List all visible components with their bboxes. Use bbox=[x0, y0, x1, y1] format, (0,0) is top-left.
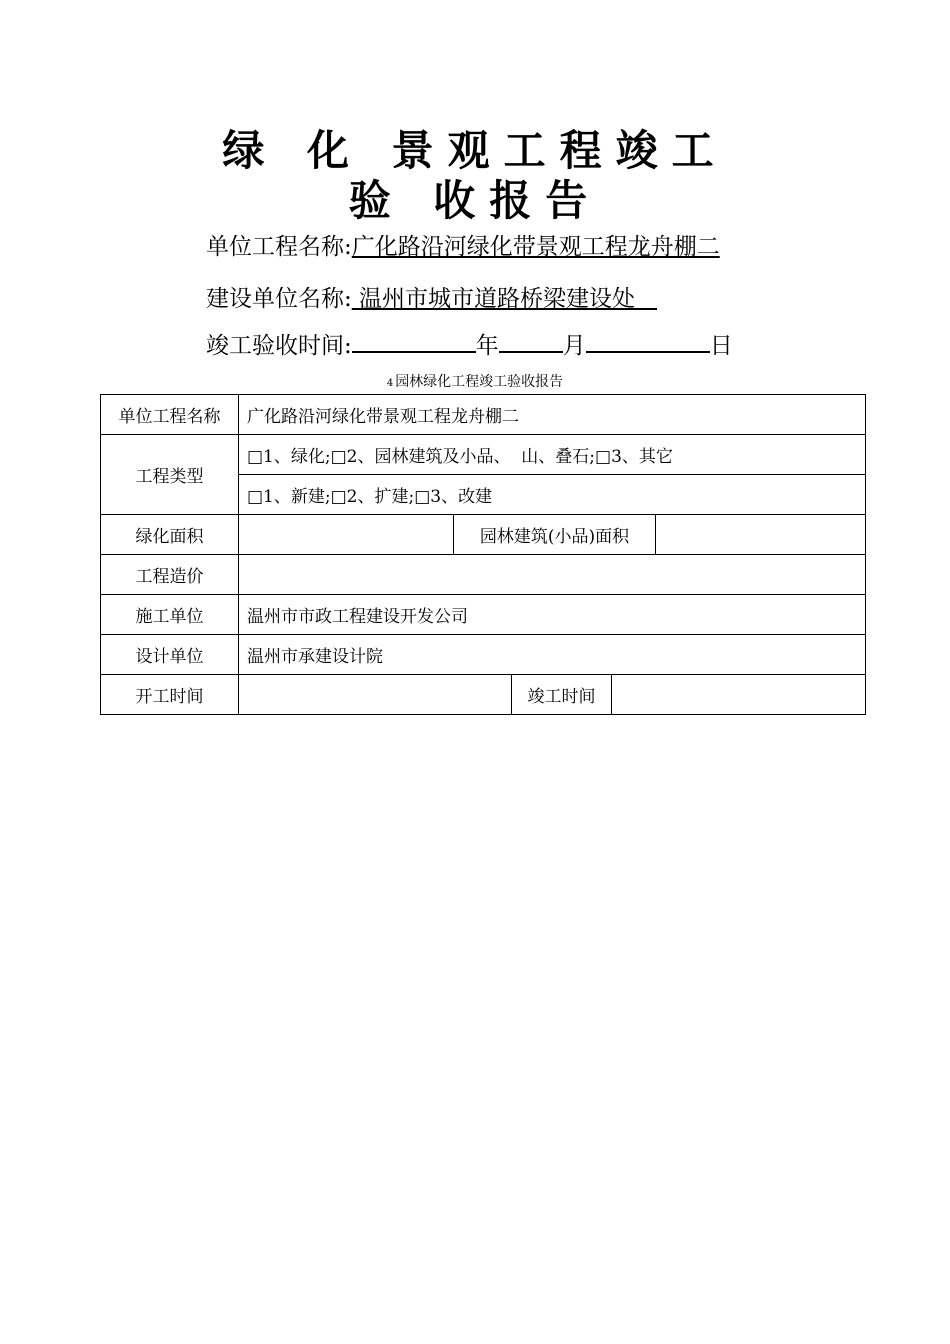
green-area-value bbox=[239, 515, 454, 555]
report-title-line2: 验 收报告 bbox=[348, 176, 602, 225]
project-type-options-2: □1、新建;□2、扩建;□3、改建 bbox=[239, 475, 866, 515]
table-row bbox=[101, 595, 866, 635]
build-unit-label: 建设单位名称: bbox=[206, 286, 352, 312]
report-title-line1: 绿 化 景观工程竣工 bbox=[222, 126, 728, 175]
year-label: 年 bbox=[475, 333, 499, 359]
completion-label: 竣工验收时间: bbox=[206, 333, 352, 359]
project-cost-value bbox=[239, 555, 866, 595]
table-row bbox=[101, 515, 866, 555]
table-row bbox=[101, 395, 866, 435]
caption-text: 园林绿化工程竣工验收报告 bbox=[395, 374, 564, 390]
unit-project-label: 单位工程名称: bbox=[206, 234, 352, 260]
year-blank bbox=[352, 329, 476, 353]
table-caption bbox=[0, 371, 950, 391]
start-time-label: 开工时间 bbox=[101, 675, 239, 715]
contractor-label: 施工单位 bbox=[101, 595, 239, 635]
caption-mark: 4 bbox=[386, 378, 394, 389]
project-cost-label: 工程造价 bbox=[101, 555, 239, 595]
month-blank bbox=[499, 329, 563, 353]
table-row bbox=[101, 435, 866, 475]
build-unit-field bbox=[206, 280, 657, 313]
project-name-value: 广化路沿河绿化带景观工程龙舟棚二 bbox=[239, 395, 866, 435]
build-unit-value: 温州市城市道路桥梁建设处 bbox=[351, 286, 657, 312]
building-area-value bbox=[656, 515, 866, 555]
green-area-label: 绿化面积 bbox=[101, 515, 239, 555]
unit-project-value: 广化路沿河绿化带景观工程龙舟棚二 bbox=[351, 234, 720, 260]
start-time-value bbox=[239, 675, 512, 715]
project-type-options-1: □1、绿化;□2、园林建筑及小品、 山、叠石;□3、其它 bbox=[239, 435, 866, 475]
designer-value: 温州市承建设计院 bbox=[239, 635, 866, 675]
project-name-label: 单位工程名称 bbox=[101, 395, 239, 435]
building-area-label: 园林建筑(小品)面积 bbox=[454, 515, 656, 555]
completion-time-label: 竣工时间 bbox=[512, 675, 612, 715]
day-label: 日 bbox=[709, 333, 733, 359]
table-row bbox=[101, 555, 866, 595]
report-table bbox=[100, 394, 866, 715]
project-type-label: 工程类型 bbox=[101, 435, 239, 515]
unit-project-field bbox=[206, 228, 720, 261]
month-label: 月 bbox=[562, 333, 586, 359]
day-blank bbox=[586, 329, 710, 353]
completion-time-value bbox=[612, 675, 866, 715]
table-row bbox=[101, 675, 866, 715]
contractor-value: 温州市市政工程建设开发公司 bbox=[239, 595, 866, 635]
table-row bbox=[101, 635, 866, 675]
designer-label: 设计单位 bbox=[101, 635, 239, 675]
completion-time-field bbox=[206, 327, 733, 360]
